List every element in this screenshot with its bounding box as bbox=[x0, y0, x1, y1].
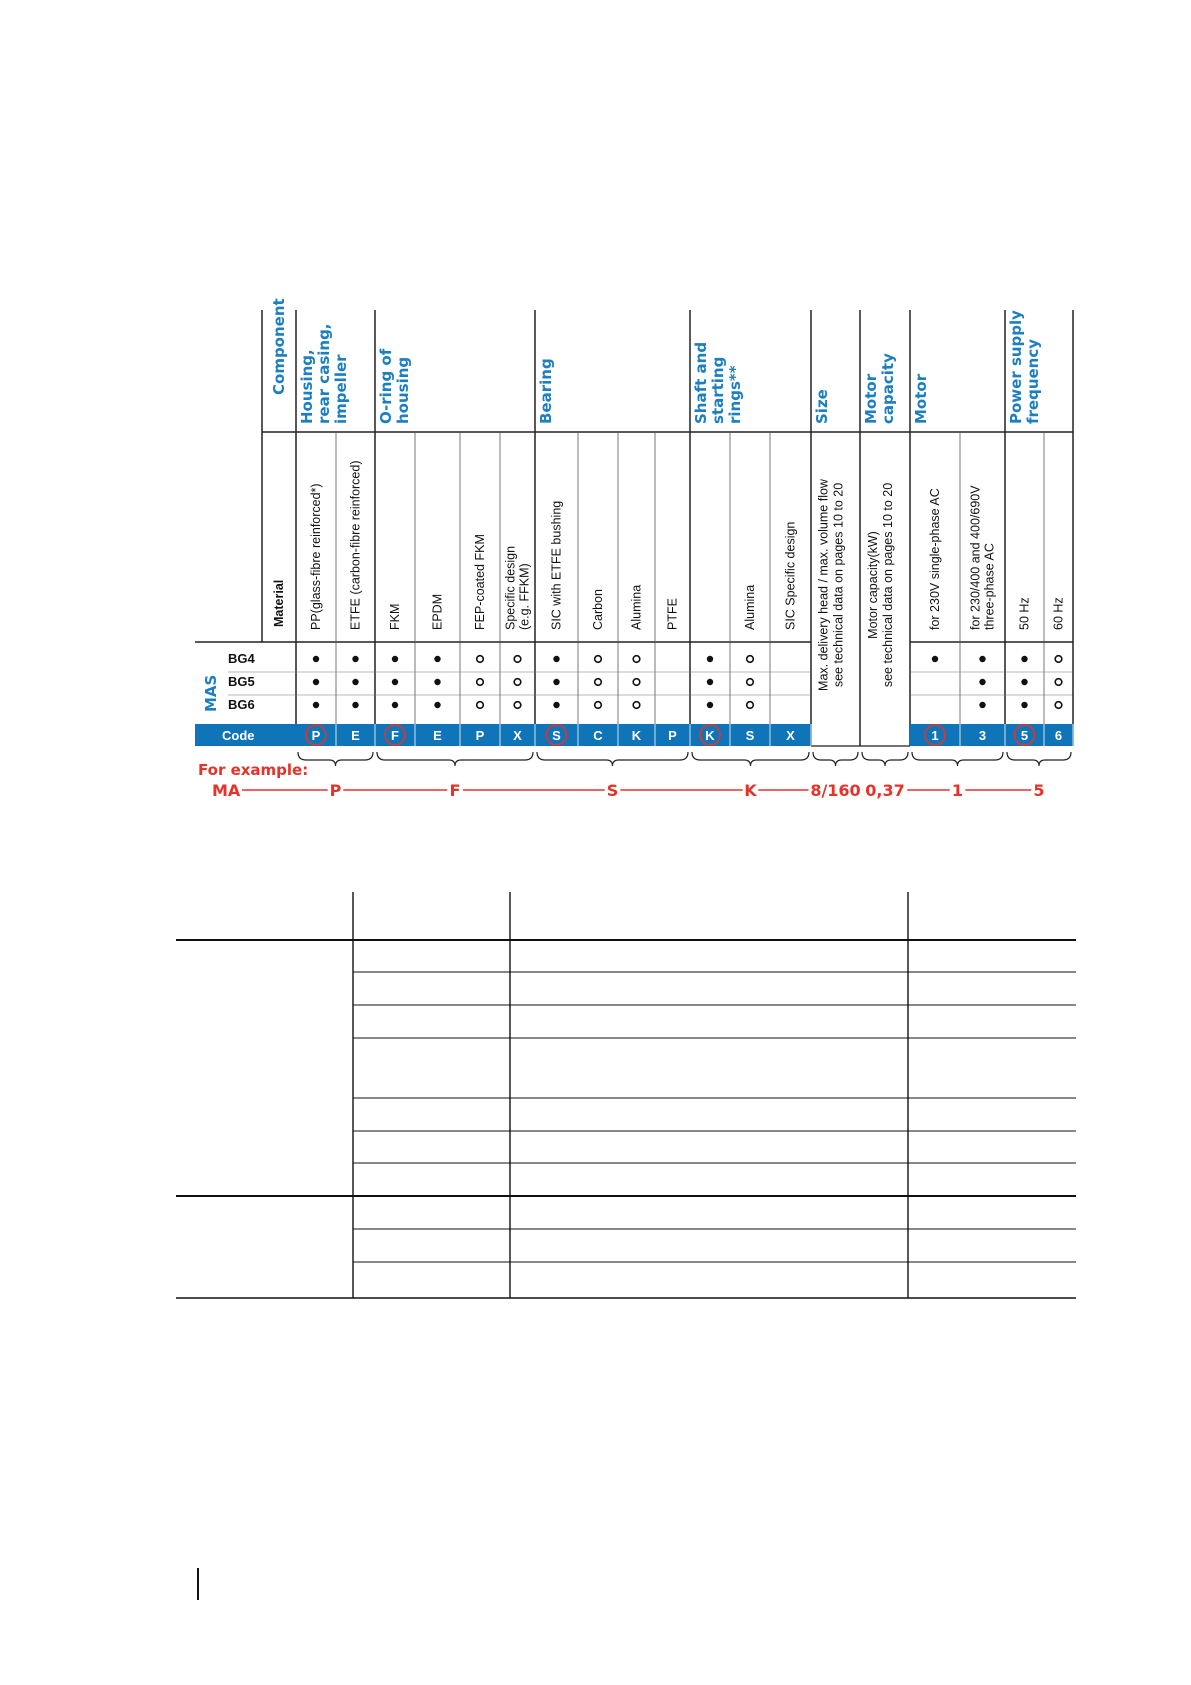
code-value: K bbox=[631, 728, 642, 743]
availability-dot bbox=[707, 679, 713, 685]
code-value: P bbox=[475, 728, 485, 743]
material-label: Specific design bbox=[503, 545, 518, 630]
code-label: Code bbox=[222, 728, 255, 743]
group-title-line: Bearing bbox=[537, 358, 555, 424]
material-label: Carbon bbox=[591, 589, 605, 630]
example-part: F bbox=[449, 781, 461, 800]
code-value: S bbox=[745, 728, 755, 743]
material-label: Alumina bbox=[743, 584, 757, 630]
availability-circle bbox=[633, 656, 640, 663]
group-title-line: housing bbox=[394, 356, 412, 424]
span-label: Max. delivery head / max. volume flow bbox=[816, 479, 831, 691]
availability-dot bbox=[553, 679, 559, 685]
material-label: 50 Hz bbox=[1017, 597, 1032, 630]
group-title-line: frequency bbox=[1024, 338, 1042, 424]
material-label: FEP-coated FKM bbox=[473, 534, 487, 630]
code-value: 1 bbox=[931, 728, 939, 743]
availability-circle bbox=[595, 702, 602, 709]
code-value: S bbox=[552, 728, 561, 743]
code-value: P bbox=[668, 728, 677, 743]
availability-circle bbox=[595, 656, 602, 663]
example-title: For example: bbox=[198, 761, 309, 779]
availability-dot bbox=[707, 656, 713, 662]
group-title-line: Motor bbox=[912, 373, 930, 424]
availability-circle bbox=[747, 679, 754, 686]
material-label: FKM bbox=[388, 603, 402, 630]
availability-circle bbox=[477, 679, 484, 686]
group-brace bbox=[862, 752, 908, 766]
group-brace bbox=[377, 752, 533, 766]
row-label: BG4 bbox=[228, 651, 255, 666]
availability-dot bbox=[979, 679, 985, 685]
material-label: SIC Specific design bbox=[783, 521, 798, 630]
material-label: (e.g. FFKM) bbox=[517, 563, 532, 630]
availability-dot bbox=[1021, 679, 1027, 685]
availability-dot bbox=[434, 679, 440, 685]
code-value: X bbox=[513, 728, 522, 743]
availability-dot bbox=[392, 702, 398, 708]
span-label: see technical data on pages 10 to 20 bbox=[831, 482, 846, 688]
material-label: ETFE (carbon-fibre reinforced) bbox=[348, 460, 363, 630]
example-part: S bbox=[606, 781, 619, 800]
row-label: BG5 bbox=[228, 674, 255, 689]
availability-circle bbox=[514, 656, 521, 663]
availability-circle bbox=[747, 656, 754, 663]
material-label: 60 Hz bbox=[1051, 597, 1066, 630]
availability-dot bbox=[1021, 656, 1027, 662]
group-title-line: Housing, bbox=[298, 349, 316, 424]
code-value: X bbox=[786, 728, 795, 743]
span-label: see technical data on pages 10 to 20 bbox=[881, 482, 895, 688]
code-value: E bbox=[351, 728, 360, 743]
group-brace bbox=[912, 752, 1003, 766]
group-title-line: Power supply bbox=[1007, 310, 1025, 424]
group-brace bbox=[813, 752, 858, 766]
availability-dot bbox=[434, 656, 440, 662]
component-header: Component bbox=[270, 298, 288, 395]
example-part: 0,37 bbox=[865, 781, 905, 800]
availability-dot bbox=[932, 656, 938, 662]
availability-circle bbox=[1055, 702, 1062, 709]
code-value: 5 bbox=[1020, 728, 1029, 743]
code-value: P bbox=[311, 728, 321, 743]
series-label: MAS bbox=[202, 674, 220, 712]
availability-dot bbox=[434, 702, 440, 708]
availability-circle bbox=[477, 656, 484, 663]
example-prefix: MA bbox=[212, 781, 241, 800]
material-label: for 230/400 and 400/690V bbox=[968, 485, 983, 630]
material-label: SIC with ETFE bushing bbox=[549, 500, 564, 630]
material-label: three-phase AC bbox=[982, 543, 997, 630]
material-label: EPDM bbox=[430, 593, 445, 630]
code-value: 6 bbox=[1054, 728, 1063, 743]
group-title-line: starting bbox=[709, 356, 727, 424]
availability-circle bbox=[1055, 679, 1062, 686]
group-title-line: rings** bbox=[726, 365, 744, 424]
availability-circle bbox=[595, 679, 602, 686]
code-value: 3 bbox=[978, 728, 987, 743]
code-bar bbox=[195, 724, 811, 746]
availability-dot bbox=[352, 702, 358, 708]
code-value: C bbox=[593, 728, 603, 743]
example-part: K bbox=[744, 781, 757, 800]
code-value: E bbox=[433, 728, 442, 743]
availability-dot bbox=[313, 702, 319, 708]
availability-circle bbox=[477, 702, 484, 709]
availability-dot bbox=[352, 656, 358, 662]
availability-circle bbox=[1055, 656, 1062, 663]
group-brace bbox=[692, 752, 809, 766]
code-value: K bbox=[705, 728, 715, 743]
code-value: F bbox=[391, 728, 399, 743]
material-label: PP(glass-fibre reinforced*) bbox=[309, 483, 323, 630]
availability-circle bbox=[747, 702, 754, 709]
availability-dot bbox=[979, 656, 985, 662]
group-brace bbox=[298, 752, 373, 766]
availability-dot bbox=[1021, 702, 1027, 708]
availability-dot bbox=[313, 656, 319, 662]
availability-dot bbox=[392, 656, 398, 662]
availability-circle bbox=[633, 679, 640, 686]
group-title-line: O-ring of bbox=[377, 348, 395, 424]
row-label: BG6 bbox=[228, 697, 255, 712]
material-header: Material bbox=[272, 579, 286, 627]
material-label: Alumina bbox=[629, 584, 644, 630]
group-title-line: capacity bbox=[879, 353, 897, 424]
availability-dot bbox=[979, 702, 985, 708]
group-title-line: Shaft and bbox=[692, 341, 710, 424]
group-brace bbox=[1007, 752, 1071, 766]
group-title-line: Motor bbox=[862, 373, 880, 424]
group-title-line: rear casing, bbox=[315, 323, 333, 424]
group-title-line: Size bbox=[813, 389, 831, 424]
availability-circle bbox=[514, 679, 521, 686]
example-part: 8/160 bbox=[810, 781, 861, 800]
availability-dot bbox=[707, 702, 713, 708]
material-label: for 230V single-phase AC bbox=[928, 488, 942, 630]
example-part: P bbox=[329, 781, 342, 800]
example-part: 5 bbox=[1033, 781, 1045, 800]
availability-dot bbox=[553, 656, 559, 662]
group-brace bbox=[537, 752, 688, 766]
availability-circle bbox=[514, 702, 521, 709]
availability-dot bbox=[313, 679, 319, 685]
group-title-line: impeller bbox=[332, 354, 350, 424]
material-label: PTFE bbox=[665, 598, 680, 630]
availability-dot bbox=[553, 702, 559, 708]
availability-dot bbox=[392, 679, 398, 685]
availability-circle bbox=[633, 702, 640, 709]
availability-dot bbox=[352, 679, 358, 685]
span-label: Motor capacity(kW) bbox=[866, 531, 880, 639]
example-part: 1 bbox=[951, 781, 964, 800]
